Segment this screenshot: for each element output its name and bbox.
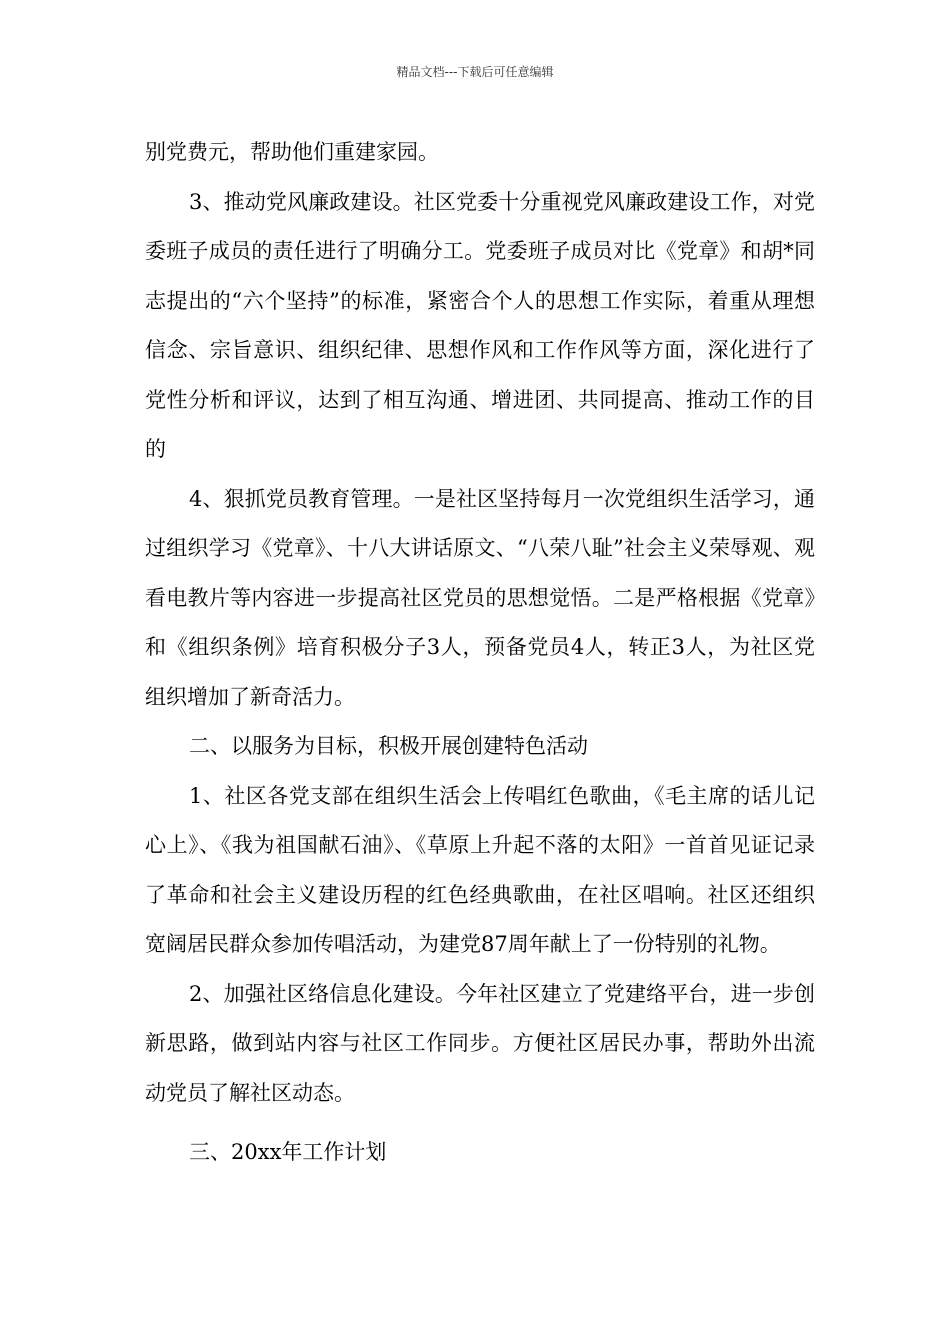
page-header: 精品文档---下载后可任意编辑 xyxy=(396,65,554,79)
section-heading-work-plan: 三、20xx年工作计划 xyxy=(189,1140,387,1164)
document-body xyxy=(145,128,815,1178)
paragraph-party-integrity: 3、推动党风廉政建设。社区党委十分重视党风廉政建设工作，对党委班子成员的责任进行了明确分工。党委班子成员对比《党章》和胡*同志提出的“六个坚持”的标准，紧密合个人的思想工作实际，着重从理想信念、宗旨意识、组织纪律、思想作风和工作作风等方面，深化进行了党性分析和评议，达到了相互沟通、增进团、共同提高、推动工作的目的 xyxy=(145,189,815,461)
paragraph-red-songs: 1、社区各党支部在组织生活会上传唱红色歌曲，《毛主席的话儿记心上》、《我为祖国献石油》、《草原上升起不落的太阳》一首首见证记录了革命和社会主义建设历程的红色经典歌曲，在社区唱响。社区还组织宽阔居民群众参加传唱活动，为建党87周年献上了一份特别的礼物。 xyxy=(145,783,815,956)
paragraph-continuation: 别党费元，帮助他们重建家园。 xyxy=(145,140,439,164)
section-heading-service: 二、以服务为目标，积极开展创建特色活动 xyxy=(189,734,588,758)
paragraph-member-education: 4、狠抓党员教育管理。一是社区坚持每月一次党组织生活学习，通过组织学习《党章》、十八大讲话原文、“八荣八耻”社会主义荣辱观、观看电教片等内容进一步提高社区党员的思想觉悟。二是严格根据《党章》和《组织条例》培育积极分子3人，预备党员4人，转正3人，为社区党组织增加了新奇活力。 xyxy=(145,486,815,709)
paragraph-network-building: 2、加强社区络信息化建设。今年社区建立了党建络平台，进一步创新思路，做到站内容与社区工作同步。方便社区居民办事，帮助外出流动党员了解社区动态。 xyxy=(145,981,815,1105)
